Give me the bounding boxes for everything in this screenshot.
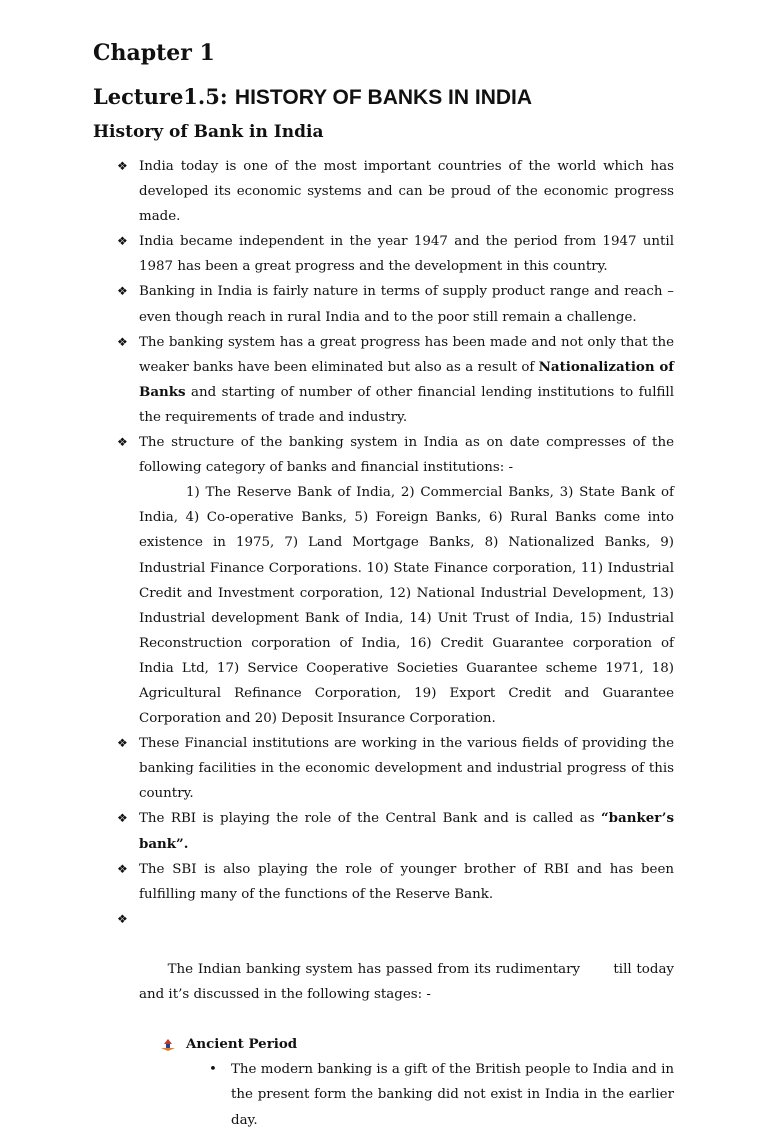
bullet-text: India today is one of the most important countries of the world which has developed its economic systems and can be proud of the economic progress made.: [139, 159, 674, 225]
arrow-bullet-icon: [161, 1039, 175, 1051]
sub-heading-item: [117, 1032, 674, 1057]
bullet-text: The structure of the banking system in India as on date compresses of the following category of banks and financial institutions: -: [139, 435, 674, 476]
diamond-bullet-icon: ❖: [117, 284, 128, 299]
list-item: [117, 430, 674, 480]
list-item: [117, 806, 674, 856]
chapter-heading: Chapter 1: [93, 40, 215, 66]
diamond-bullet-icon: ❖: [117, 234, 128, 249]
bullet-text: Banking in India is fairly nature in terms of supply product range and reach – even though reach in rural India and to the poor still remain a challenge.: [139, 284, 674, 325]
bullet-text: The SBI is also playing the role of younger brother of RBI and has been fulfilling many of the functions of the Reserve Bank.: [139, 861, 674, 902]
list-item: [117, 907, 679, 1032]
list-item: [117, 731, 674, 806]
lecture-title: HISTORY OF BANKS IN INDIA: [234, 86, 533, 109]
bullet-bold-text: Nationalization of Banks: [139, 358, 675, 400]
list-item: [117, 1057, 674, 1132]
bullet-text: The Indian banking system has passed from its rudimentary till today and it’s discussed in the following stages: -: [139, 962, 679, 1003]
lecture-heading: [93, 84, 532, 110]
diamond-bullet-icon: ❖: [117, 736, 128, 751]
lecture-prefix: Lecture1.5:: [93, 84, 235, 109]
bullet-text: India became independent in the year 1947 and the period from 1947 until 1987 has been a great progress and the development in this country.: [139, 234, 674, 275]
list-item: [117, 229, 674, 279]
diamond-bullet-icon: ❖: [117, 159, 128, 173]
diamond-bullet-icon: ❖: [117, 811, 128, 826]
bullet-text-after: and starting of number of other financial lending institutions to fulfill the requirements of trade and industry.: [139, 384, 674, 425]
bullet-text-before: The RBI is playing the role of the Central Bank and is called as: [139, 811, 601, 827]
diamond-bullet-icon: ❖: [117, 435, 128, 450]
bullet-bold-text: “banker’s bank”.: [139, 810, 674, 852]
bullet-text-before: The banking system has a great progress has been made and not only that the weaker banks have been eliminated but also as a result of: [139, 334, 674, 375]
diamond-bullet-icon: ❖: [117, 334, 128, 349]
diamond-bullet-icon: ❖: [117, 861, 128, 876]
institutions-list: 1) The Reserve Bank of India, 2) Commercial Banks, 3) State Bank of India, 4) Co-operative Banks, 5) Foreign Banks, 6) Rural Banks come into existence in 1975, 7) Land Mortgage Banks, 8) Nationalized Banks, 9) Industrial Finance Corporations. 10) State Finance corporation, 11) Industrial Credit and Investment corporation, 12) National Industrial Development, 13) Industrial development Bank of India, 14) Unit Trust of India, 15) Industrial Reconstruction corporation of India, 16) Credit Guarantee corporation of India Ltd, 17) Service Cooperative Societies Guarantee scheme 1971, 18) Agricultural Refinance Corporation, 19) Export Credit and Guarantee Corporation and 20) Deposit Insurance Corporation.: [139, 485, 674, 727]
list-item: [117, 330, 674, 430]
sub-heading: Ancient Period: [186, 1036, 298, 1053]
dot-bullet-icon: •: [209, 1062, 217, 1078]
list-item: [117, 279, 674, 329]
list-item: [117, 154, 674, 229]
bullet-text: These Financial institutions are working in the various fields of providing the banking facilities in the economic development and industrial progress of this country.: [139, 736, 674, 802]
diamond-bullet-icon: ❖: [117, 911, 128, 926]
bullet-text: The modern banking is a gift of the British people to India and in the present form the banking did not exist in India in the earlier day.: [231, 1062, 674, 1128]
content-body: [117, 154, 679, 1133]
section-heading: History of Bank in India: [93, 122, 324, 142]
list-item: [117, 857, 674, 907]
